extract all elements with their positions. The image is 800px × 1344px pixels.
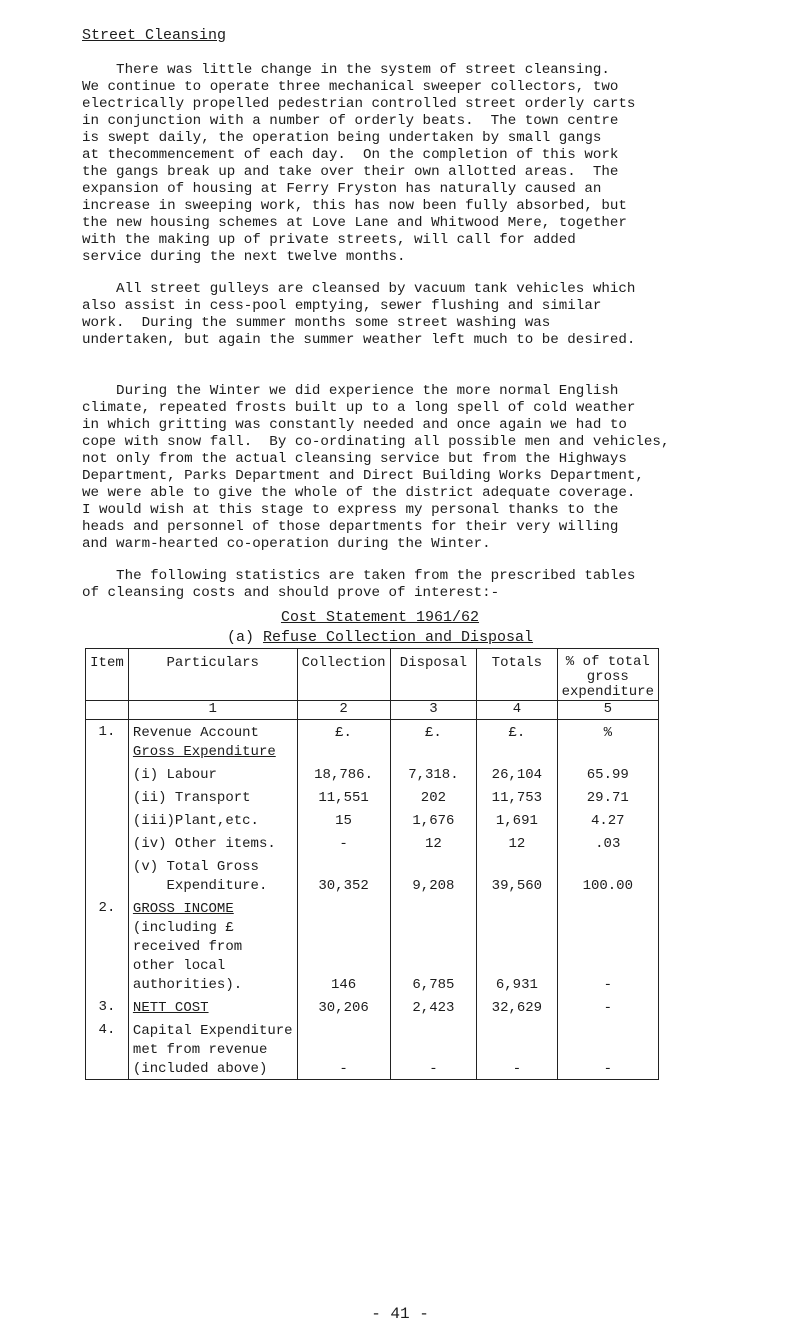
particulars-line: Expenditure. bbox=[132, 878, 268, 894]
row-disposal-cell bbox=[390, 1018, 477, 1080]
table-subtitle: (a) Refuse Collection and Disposal bbox=[226, 629, 534, 646]
row-disposal-cell bbox=[390, 831, 477, 854]
spacer bbox=[302, 1022, 386, 1041]
particulars-line: (iv) Other items. bbox=[132, 836, 276, 852]
spacer bbox=[481, 919, 552, 938]
paragraph-sweeping: There was little change in the system of street cleansing. We continue to operate three mechanical sweeper collectors, two electrically propelled pedestrian controlled street orderly carts in conjunction with a number of orderly beats. The town centre is swept daily, the operation being undertaken by small gangs at thecommencement of each day. On the completion of this work the gangs break up and take over their own allotted areas. The expansion of housing at Ferry Fryston has naturally caused an increase in sweeping work, this has now been fully absorbed, but the new housing schemes at Love Lane and Whitwood Mere, together with the making up of private streets, will call for added service during the next twelve months. bbox=[82, 62, 636, 265]
row-collection-cell bbox=[297, 720, 390, 763]
particulars-line: Capital Expenditure bbox=[132, 1023, 293, 1039]
row-percent-cell bbox=[557, 854, 658, 896]
row-collection-cell bbox=[297, 854, 390, 896]
spacer bbox=[562, 900, 654, 919]
spacer bbox=[481, 957, 552, 976]
cell-value: - bbox=[603, 1061, 612, 1077]
cell-value: 15 bbox=[335, 813, 352, 829]
particulars-line: authorities). bbox=[132, 977, 243, 993]
cell-value: 1,676 bbox=[412, 813, 455, 829]
row-percent-cell bbox=[557, 785, 658, 808]
row-disposal-cell bbox=[390, 808, 477, 831]
spacer bbox=[302, 858, 386, 877]
row-particulars bbox=[128, 1018, 297, 1080]
row-percent-cell bbox=[557, 896, 658, 995]
spacer bbox=[481, 900, 552, 919]
cell-value: - bbox=[339, 836, 348, 852]
paragraph-gulleys: All street gulleys are cleansed by vacuum tank vehicles which also assist in cess-pool emptying, sewer flushing and similar work. During the summer months some street washing was undertaken, but again the summer weather left much to be desired. bbox=[82, 281, 636, 348]
particulars-line: (included above) bbox=[132, 1061, 268, 1077]
row-totals-cell bbox=[477, 762, 557, 785]
cell-value: 26,104 bbox=[491, 767, 543, 783]
unit-label: £. bbox=[425, 725, 442, 741]
table-row bbox=[86, 762, 659, 785]
cell-value: 2,423 bbox=[412, 1000, 455, 1016]
header-number: 3 bbox=[390, 701, 477, 720]
row-particulars bbox=[128, 808, 297, 831]
row-collection-cell bbox=[297, 762, 390, 785]
spacer bbox=[302, 919, 386, 938]
row-collection-cell bbox=[297, 831, 390, 854]
cell-value: 9,208 bbox=[412, 878, 455, 894]
cell-value: - bbox=[603, 977, 612, 993]
row-particulars bbox=[128, 785, 297, 808]
table-row bbox=[86, 831, 659, 854]
particulars-line: GROSS INCOME bbox=[132, 901, 234, 917]
row-particulars bbox=[128, 831, 297, 854]
cell-value: 1,691 bbox=[495, 813, 538, 829]
spacer bbox=[302, 957, 386, 976]
row-totals-cell bbox=[477, 896, 557, 995]
table-row bbox=[86, 896, 659, 995]
cell-value: 39,560 bbox=[491, 878, 543, 894]
row-particulars bbox=[128, 854, 297, 896]
row-item-number bbox=[86, 831, 129, 854]
spacer bbox=[562, 919, 654, 938]
row-item-number bbox=[86, 762, 129, 785]
row-collection-cell bbox=[297, 785, 390, 808]
spacer bbox=[302, 1041, 386, 1060]
cell-value: 18,786. bbox=[314, 767, 373, 783]
cell-value: 11,551 bbox=[318, 790, 369, 806]
row-totals-cell bbox=[477, 1018, 557, 1080]
particulars-line: (including £ bbox=[132, 920, 234, 936]
row-percent-cell bbox=[557, 831, 658, 854]
particulars-line: Gross Expenditure bbox=[132, 744, 276, 760]
spacer bbox=[302, 938, 386, 957]
cost-table bbox=[85, 648, 659, 1080]
row-percent-cell bbox=[557, 762, 658, 785]
row-collection-cell bbox=[297, 896, 390, 995]
spacer bbox=[562, 957, 654, 976]
row-percent-cell bbox=[557, 1018, 658, 1080]
cell-value: 6,785 bbox=[412, 977, 455, 993]
row-disposal-cell bbox=[390, 762, 477, 785]
cell-value: - bbox=[603, 1000, 612, 1016]
spacer bbox=[481, 1041, 552, 1060]
table-header-row bbox=[86, 649, 659, 701]
spacer bbox=[395, 938, 473, 957]
table-body bbox=[86, 720, 659, 1080]
row-particulars bbox=[128, 896, 297, 995]
cell-value: 202 bbox=[420, 790, 447, 806]
spacer bbox=[395, 858, 473, 877]
cell-value: - bbox=[339, 1061, 348, 1077]
spacer bbox=[562, 1022, 654, 1041]
header-collection: Collection bbox=[297, 649, 390, 701]
row-item-number: 2. bbox=[86, 896, 129, 995]
cell-value: 12 bbox=[425, 836, 442, 852]
header-totals: Totals bbox=[477, 649, 557, 701]
row-disposal-cell bbox=[390, 854, 477, 896]
cell-value: 4.27 bbox=[590, 813, 625, 829]
row-collection-cell bbox=[297, 808, 390, 831]
cell-value: 7,318. bbox=[408, 767, 459, 783]
row-totals-cell bbox=[477, 831, 557, 854]
spacer bbox=[395, 1041, 473, 1060]
row-item-number: 1. bbox=[86, 720, 129, 763]
unit-label: £. bbox=[335, 725, 352, 741]
row-item-number: 3. bbox=[86, 995, 129, 1018]
header-particulars: Particulars bbox=[128, 649, 297, 701]
spacer bbox=[395, 919, 473, 938]
row-collection-cell bbox=[297, 1018, 390, 1080]
cell-value: 12 bbox=[508, 836, 526, 852]
spacer bbox=[395, 900, 473, 919]
table-row bbox=[86, 720, 659, 763]
unit-label: % bbox=[603, 725, 612, 741]
header-percent: % of total gross expenditure bbox=[557, 649, 658, 701]
header-number: 2 bbox=[297, 701, 390, 720]
cell-value: - bbox=[429, 1061, 438, 1077]
row-totals-cell bbox=[477, 808, 557, 831]
spacer bbox=[562, 1041, 654, 1060]
cell-value: 146 bbox=[330, 977, 357, 993]
table-row bbox=[86, 995, 659, 1018]
cell-value: 11,753 bbox=[491, 790, 543, 806]
spacer bbox=[481, 1022, 552, 1041]
row-item-number bbox=[86, 854, 129, 896]
spacer bbox=[481, 938, 552, 957]
particulars-line: NETT COST bbox=[132, 1000, 209, 1016]
particulars-line: (iii)Plant,etc. bbox=[132, 813, 259, 829]
paragraph-winter: During the Winter we did experience the more normal English climate, repeated frosts built up to a long spell of cold weather in which gritting was constantly needed and once again we had to cope with snow fall. By co-ordinating all possible men and vehicles, not only from the actual cleansing service but from the Highways Department, Parks Department and Direct Building Works Department, we were able to give the whole of the district adequate coverage. I would wish at this stage to express my personal thanks to the heads and personnel of those departments for their very willing and warm-hearted co-operation during the Winter. bbox=[82, 383, 670, 552]
spacer bbox=[302, 900, 386, 919]
unit-label: £. bbox=[508, 725, 526, 741]
particulars-line: (i) Labour bbox=[132, 767, 217, 783]
row-percent-cell bbox=[557, 995, 658, 1018]
cell-value: 29.71 bbox=[586, 790, 629, 806]
row-percent-cell bbox=[557, 720, 658, 763]
header-disposal: Disposal bbox=[390, 649, 477, 701]
table-row bbox=[86, 785, 659, 808]
row-totals-cell bbox=[477, 854, 557, 896]
cell-value: 100.00 bbox=[582, 878, 633, 894]
row-totals-cell bbox=[477, 785, 557, 808]
row-disposal-cell bbox=[390, 995, 477, 1018]
row-particulars bbox=[128, 720, 297, 763]
row-item-number bbox=[86, 785, 129, 808]
spacer bbox=[481, 858, 552, 877]
row-totals-cell bbox=[477, 995, 557, 1018]
table-row bbox=[86, 854, 659, 896]
particulars-line: received from bbox=[132, 939, 243, 955]
table-row bbox=[86, 808, 659, 831]
cost-statement-title: Cost Statement 1961/62 bbox=[280, 609, 480, 626]
spacer bbox=[395, 957, 473, 976]
table-number-row bbox=[86, 701, 659, 720]
spacer bbox=[562, 938, 654, 957]
row-percent-cell bbox=[557, 808, 658, 831]
row-disposal-cell bbox=[390, 785, 477, 808]
row-particulars bbox=[128, 762, 297, 785]
row-collection-cell bbox=[297, 995, 390, 1018]
cell-value: 30,206 bbox=[318, 1000, 369, 1016]
cell-value: - bbox=[512, 1061, 522, 1077]
cell-value: 32,629 bbox=[491, 1000, 543, 1016]
particulars-line: met from revenue bbox=[132, 1042, 268, 1058]
cell-value: 65.99 bbox=[586, 767, 629, 783]
cell-value: 30,352 bbox=[318, 878, 369, 894]
row-disposal-cell bbox=[390, 896, 477, 995]
header-item: Item bbox=[86, 649, 129, 701]
header-number: 4 bbox=[477, 701, 557, 720]
section-heading: Street Cleansing bbox=[82, 27, 227, 44]
page-number: - 41 - bbox=[371, 1305, 429, 1323]
particulars-line: Revenue Account bbox=[132, 725, 259, 741]
header-number bbox=[86, 701, 129, 720]
row-item-number bbox=[86, 808, 129, 831]
spacer bbox=[395, 1022, 473, 1041]
paragraph-statistics: The following statistics are taken from the prescribed tables of cleansing costs and should prove of interest:- bbox=[82, 568, 636, 601]
particulars-line: (v) Total Gross bbox=[132, 859, 259, 875]
particulars-line: other local bbox=[132, 958, 226, 974]
cell-value: .03 bbox=[595, 836, 621, 852]
row-disposal-cell bbox=[390, 720, 477, 763]
table-row bbox=[86, 1018, 659, 1080]
row-particulars bbox=[128, 995, 297, 1018]
cell-value: 6,931 bbox=[495, 977, 538, 993]
header-number: 5 bbox=[557, 701, 658, 720]
row-item-number: 4. bbox=[86, 1018, 129, 1080]
header-number: 1 bbox=[128, 701, 297, 720]
spacer bbox=[562, 858, 654, 877]
particulars-line: (ii) Transport bbox=[132, 790, 251, 806]
row-totals-cell bbox=[477, 720, 557, 763]
